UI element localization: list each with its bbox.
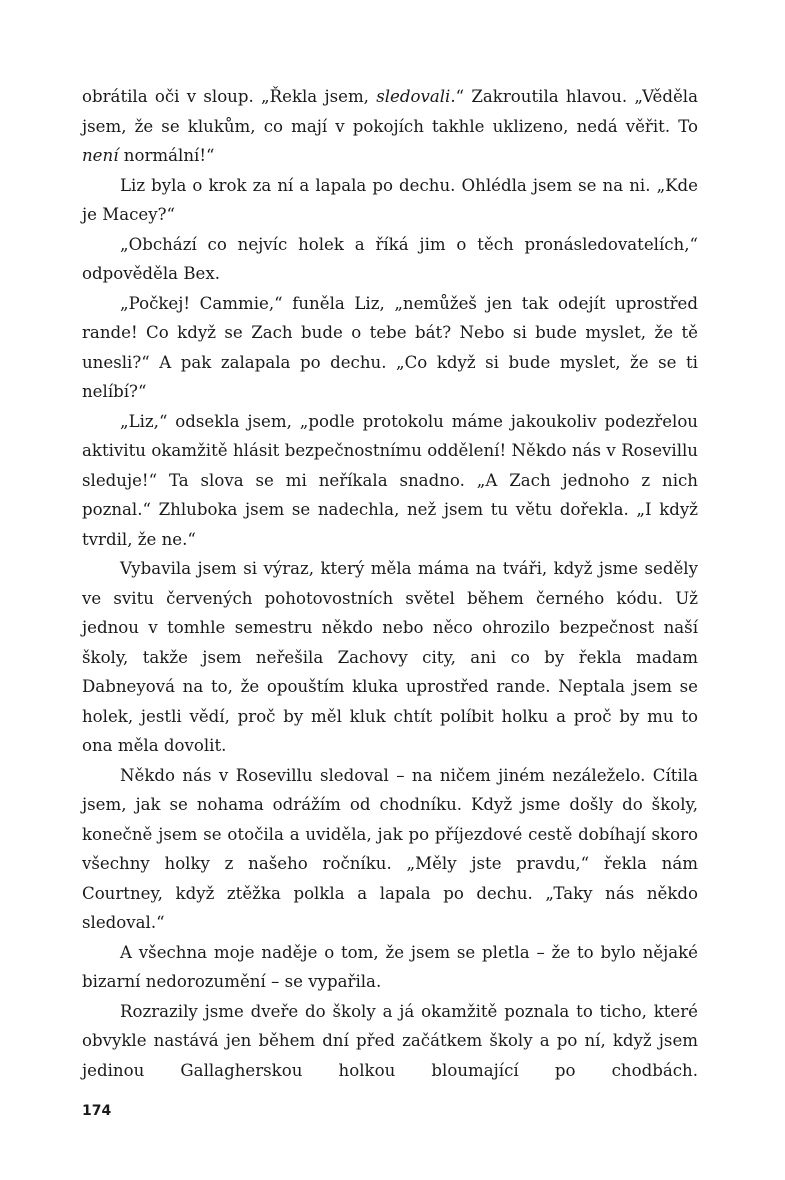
paragraph	[82, 171, 698, 230]
paragraph	[82, 554, 698, 761]
paragraph	[82, 407, 698, 555]
text-run: .“ Zakroutila hlavou. „Věděla jsem, že se klukům, co mají v pokojích takhle uklizeno, nedá věřit. To	[82, 87, 698, 136]
text-run: Vybavila jsem si výraz, který měla máma na tváři, když jsme seděly ve svitu červených pohotovostních světel během černého kódu. Už jednou v tomhle semestru někdo nebo něco ohrozilo bezpečnost naší školy, takže jsem neřešila Zachovy city, ani co by řekla madam Dabneyová na to, že opouštím kluka uprostřed rande. Neptala jsem se holek, jestli vědí, proč by měl kluk chtít políbit holku a proč by mu to ona měla dovolit.	[82, 559, 698, 755]
text-run: Rozrazily jsme dveře do školy a já okamžitě poznala to ticho, které obvykle nastává jen během dní před začátkem školy a po ní, když jsem jedinou Gallagherskou holkou bloumající po chodbách.	[82, 1001, 698, 1080]
book-page-text	[82, 82, 698, 1085]
text-run: „Obchází co nejvíc holek a říká jim o těch pronásledovatelích,“ odpověděla Bex.	[82, 234, 698, 283]
text-run: „Liz,“ odsekla jsem, „podle protokolu máme jakoukoliv podezřelou aktivitu okamžitě hlásit bezpečnostnímu oddělení! Někdo nás v Rosevillu sleduje!“ Ta slova se mi neříkala snadno. „A Zach jednoho z nich poznal.“ Zhluboka jsem se nadechla, než jsem tu větu dořekla. „I když tvrdil, že ne.“	[82, 411, 698, 549]
italic-text: není	[82, 146, 119, 165]
text-run: A všechna moje naděje o tom, že jsem se pletla – že to bylo nějaké bizarní nedorozumění – se vypařila.	[82, 942, 698, 991]
paragraph	[82, 82, 698, 171]
italic-text: sledovali	[376, 87, 451, 106]
text-run: obrátila oči v sloup. „Řekla jsem,	[82, 87, 377, 106]
paragraph	[82, 938, 698, 997]
paragraph	[82, 230, 698, 289]
paragraph	[82, 289, 698, 407]
text-run: Někdo nás v Rosevillu sledoval – na ničem jiném nezáleželo. Cítila jsem, jak se nohama odrážím od chodníku. Když jsme došly do školy, konečně jsem se otočila a uviděla, jak po příjezdové cestě dobíhají skoro všechny holky z našeho ročníku. „Měly jste pravdu,“ řekla nám Courtney, když ztěžka polkla a lapala po dechu. „Taky nás někdo sledoval.“	[82, 765, 698, 932]
text-run: „Počkej! Cammie,“ funěla Liz, „nemůžeš jen tak odejít uprostřed rande! Co když se Zach bude o tebe bát? Nebo si bude myslet, že tě unesli?“ A pak zalapala po dechu. „Co když si bude myslet, že se ti nelíbí?“	[82, 293, 698, 401]
page-number: 174	[82, 1103, 112, 1119]
text-run: normální!“	[118, 146, 215, 165]
text-run: Liz byla o krok za ní a lapala po dechu. Ohlédla jsem se na ni. „Kde je Macey?“	[82, 175, 698, 224]
paragraph	[82, 761, 698, 938]
paragraph	[82, 997, 698, 1086]
